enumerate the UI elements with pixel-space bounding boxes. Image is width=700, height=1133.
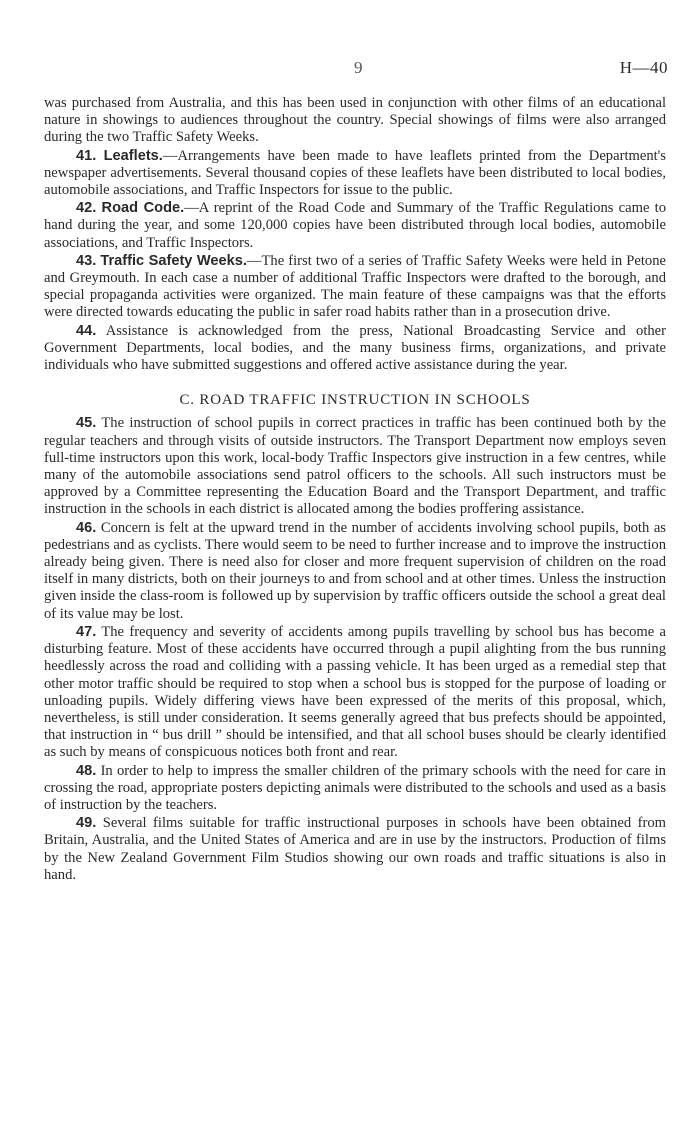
paragraph-49: 49. Several films suitable for traffic instructional purposes in schools have been obtained from Britain, Australia, and the United States of America and are in use by the instructors. Production of films by the New Zealand Government Film Studios showing our own roads and traffic situations is also in hand. bbox=[44, 815, 666, 883]
page-number: 9 bbox=[354, 58, 363, 77]
paragraph-number: 45. bbox=[76, 415, 97, 432]
paragraph-number: 48. bbox=[76, 762, 97, 779]
paragraph-43: 43. Traffic Safety Weeks.—The first two of a series of Traffic Safety Weeks were held in Petone and Greymouth. In each case a number of additional Traffic Inspectors were drafted to the borough, and special propaganda activities were organized. The main feature of these campaigns was that the efforts were directed towards educating the public in safer road habits rather than in a prosecution drive. bbox=[44, 252, 666, 321]
section-title: C. ROAD TRAFFIC INSTRUCTION IN SCHOOLS bbox=[179, 392, 531, 409]
paragraph-number: 46. bbox=[76, 519, 97, 536]
paragraph-number: 42. bbox=[76, 200, 97, 217]
paragraph-number: 41. bbox=[76, 147, 97, 164]
paragraph-46: 46. Concern is felt at the upward trend in the number of accidents involving school pupils, both as pedestrians and as cyclists. There would seem to be need to further increase and to improve the instruction already being given. There is need also for closer and more frequent supervision of children on the road itself in many districts, both on their journeys to and from school and at other times. Unless the instruction given inside the class-room is followed up by supervision by traffic officers outside the school a great deal of its value may be lost. bbox=[44, 519, 666, 622]
paragraph-47: 47. The frequency and severity of accidents among pupils travelling by school bus has become a disturbing feature. Most of these accidents have occurred through a pupil alighting from the bus running heedlessly across the road and colliding with a passing vehicle. It has been urged as a remedial step that other motor traffic should be required to stop when a school bus is stopped for the purpose of loading or unloading pupils. Widely differing views have been expressed of the merits of this proposal, which, nevertheless, is still under consideration. It seems generally agreed that bus prefects should be appointed, that instruction in “ bus drill ” should be intensified, and that all school buses should be clearly identified as such by means of conspicuous notices both front and rear. bbox=[44, 623, 666, 761]
paragraph-45: 45. The instruction of school pupils in correct practices in traffic has been continued both by the regular teachers and through visits of outside instructors. The Transport Department now employs seven full-time instructors upon this work, local-body Traffic Inspectors give instruction in a few centres, while many of the automobile associations send patrol officers to the schools. All such instructors must be approved by a Committee representing the Education Board and the Transport Department, and traffic instruction in the schools in each district is allocated among the bodies proffering assistance. bbox=[44, 415, 666, 518]
paragraph-number: 43. bbox=[76, 252, 97, 269]
body-text bbox=[44, 95, 666, 885]
paragraph-44: 44. Assistance is acknowledged from the press, National Broadcasting Service and other Government Departments, local bodies, and the many business firms, organizations, and private individuals who have submitted suggestions and offered active assistance during the year. bbox=[44, 322, 667, 374]
paragraph-48: 48. In order to help to impress the smaller children of the primary schools with the need for care in crossing the road, appropriate posters depicting animals were distributed to the schools and used as a basis of instruction by the teachers. bbox=[44, 762, 666, 813]
page-header bbox=[0, 58, 700, 78]
paragraph-41: 41. Leaflets.—Arrangements have been made to have leaflets printed from the Department's newspaper advertisements. Several thousand copies of these leaflets have been distributed to local bodies, automobile associations, and Traffic Inspectors for issue to the public. bbox=[44, 147, 666, 199]
paragraph-heading: Road Code. bbox=[101, 200, 185, 217]
document-reference: H—40 bbox=[619, 58, 668, 77]
paragraph-number: 47. bbox=[76, 623, 97, 640]
paragraph-heading: Traffic Safety Weeks. bbox=[100, 252, 247, 269]
paragraph-continuation: was purchased from Australia, and this has been used in conjunction with other films of an educational nature in showings to audiences throughout the country. Special showings of films were also arranged during the two Traffic Safety Weeks. bbox=[44, 95, 666, 146]
paragraph-number: 49. bbox=[76, 815, 97, 832]
paragraph-number: 44. bbox=[76, 322, 97, 339]
paragraph-heading: Leaflets. bbox=[103, 147, 163, 164]
paragraph-42: 42. Road Code.—A reprint of the Road Code and Summary of the Traffic Regulations came to hand during the year, and some 120,000 copies have been distributed through local bodies, automobile associations, and Traffic Inspectors. bbox=[44, 200, 666, 251]
